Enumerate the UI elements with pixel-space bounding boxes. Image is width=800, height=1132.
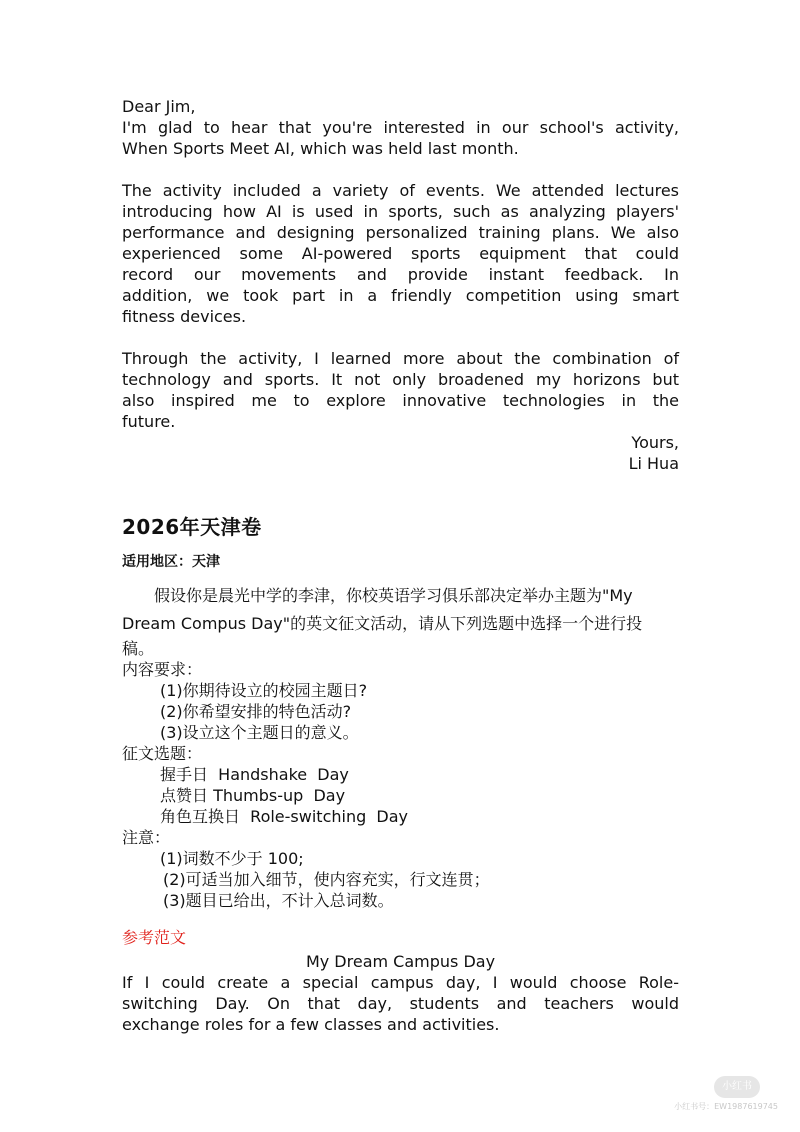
- letter-salutation: Dear Jim,: [122, 97, 196, 116]
- letter-p3-line: future.: [122, 412, 176, 431]
- essay-line: exchange roles for a few classes and activities.: [122, 1015, 500, 1034]
- content-label: 内容要求：: [122, 660, 203, 679]
- note-item: (2)可适当加入细节，使内容充实，行文连贯；: [163, 870, 490, 889]
- letter-p3-line: Through the activity, I learned more about the combination of: [122, 349, 679, 368]
- letter-closing: Yours,: [631, 433, 679, 452]
- content-item: (3)设立这个主题日的意义。: [160, 723, 359, 742]
- task-prompt: [122, 582, 679, 659]
- exam-heading: 2026年天津卷: [122, 515, 262, 539]
- letter-signature: Li Hua: [628, 454, 679, 473]
- letter-p1-line: When Sports Meet AI, which was held last month.: [122, 139, 519, 158]
- task-line: Dream Compus Day"的英文征文活动，请从下列选题中选择一个进行投: [122, 614, 643, 633]
- essay-line: switching Day. On that day, students and teachers would: [122, 994, 679, 1013]
- watermark: [674, 1074, 778, 1112]
- notes-label: 注意：: [122, 828, 171, 847]
- letter-p1-line: I'm glad to hear that you're interested in our school's activity,: [122, 118, 679, 137]
- page-content: [122, 96, 679, 1035]
- letter: [122, 96, 679, 474]
- watermark-logo: 小红书: [714, 1076, 760, 1098]
- essay-body: [122, 972, 679, 1035]
- content-item: (2)你希望安排的特色活动?: [160, 702, 352, 721]
- content-item: (1)你期待设立的校园主题日?: [160, 681, 368, 700]
- note-item: (1)词数不少于 100;: [160, 849, 304, 868]
- letter-p3-line: technology and sports. It not only broadened my horizons but: [122, 370, 679, 389]
- topics-label: 征文选题：: [122, 744, 203, 763]
- letter-p3-line: also inspired me to explore innovative technologies in the: [122, 391, 679, 410]
- task-line: 稿。: [122, 639, 155, 658]
- letter-p2-line: record our movements and provide instant feedback. In: [122, 265, 679, 284]
- topic-item: 点赞日 Thumbs-up Day: [160, 786, 346, 805]
- letter-p2-line: performance and designing personalized training plans. We also: [122, 223, 679, 242]
- letter-p2-line: introducing how AI is used in sports, such as analyzing players': [122, 202, 679, 221]
- letter-p2-line: addition, we took part in a friendly competition using smart: [122, 286, 679, 305]
- letter-p2-line: experienced some AI-powered sports equipment that could: [122, 244, 679, 263]
- essay-line: If I could create a special campus day, I would choose Role-: [122, 973, 679, 992]
- letter-p2-line: fitness devices.: [122, 307, 247, 326]
- exam-region: 适用地区：天津: [122, 554, 220, 570]
- essay-title: My Dream Campus Day: [305, 952, 496, 971]
- note-item: (3)题目已给出，不计入总词数。: [163, 891, 394, 910]
- requirements: [122, 659, 679, 911]
- letter-p2-line: The activity included a variety of events. We attended lectures: [122, 181, 679, 200]
- topic-item: 角色互换日 Role-switching Day: [160, 807, 409, 826]
- task-line: 假设你是晨光中学的李津，你校英语学习俱乐部决定举办主题为"My: [154, 586, 633, 605]
- topic-item: 握手日 Handshake Day: [160, 765, 349, 784]
- watermark-id: 小红书号：EW1987619745: [674, 1102, 778, 1111]
- reference-label: 参考范文: [122, 928, 187, 947]
